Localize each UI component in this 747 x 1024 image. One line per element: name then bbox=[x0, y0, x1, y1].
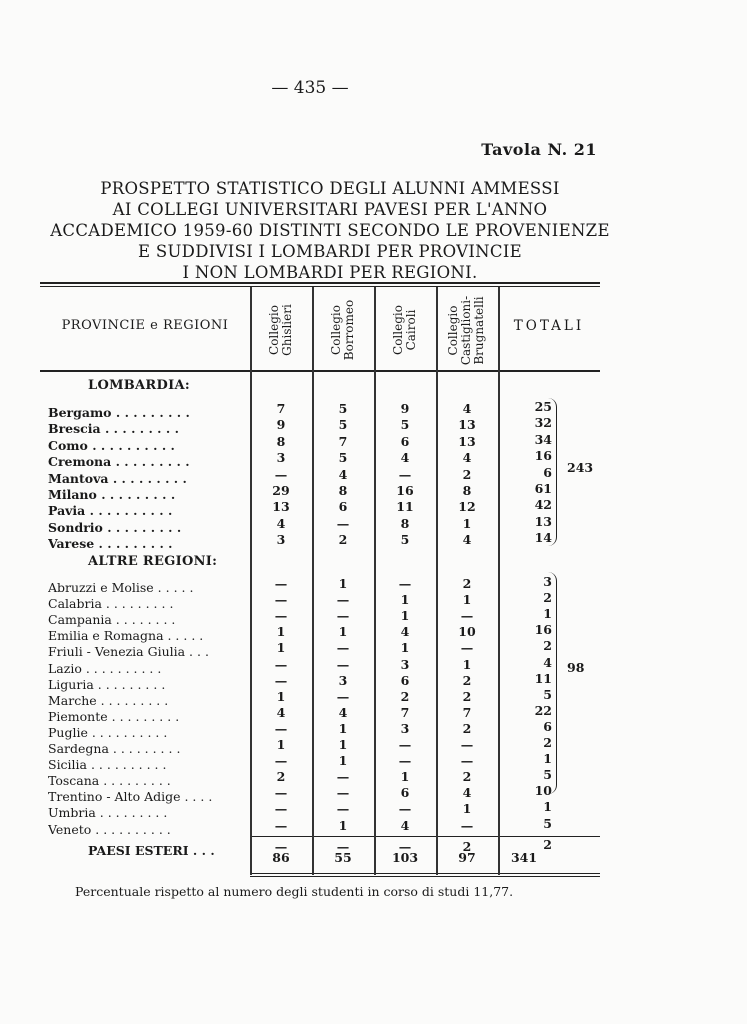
table-row bbox=[48, 530, 600, 552]
cell-value: 5 bbox=[338, 417, 348, 433]
cell-value: 4 bbox=[462, 401, 472, 416]
cell-value: — bbox=[460, 640, 474, 656]
title-line: ACCADEMICO 1959-60 DISTINTI SECONDO LE PROVENIENZE bbox=[50, 221, 610, 240]
cell-value: — bbox=[274, 838, 288, 854]
footnote: Percentuale rispetto al numero degli studenti in corso di studi 11,77. bbox=[75, 884, 514, 899]
group-total: 98 bbox=[567, 660, 585, 675]
row-label: Umbria . . . . . . . . . bbox=[48, 805, 168, 821]
table-bottom-rule bbox=[250, 873, 600, 874]
row-label: Brescia . . . . . . . . . bbox=[48, 421, 179, 437]
cell-value: 5 bbox=[400, 532, 410, 548]
header-provinces-regions: PROVINCIE e REGIONI bbox=[61, 318, 229, 333]
cell-value: — bbox=[336, 838, 350, 854]
cell-value: 2 bbox=[462, 688, 472, 704]
row-label: Lazio . . . . . . . . . . bbox=[48, 660, 162, 676]
cell-value: — bbox=[274, 801, 288, 817]
row-label: Sardegna . . . . . . . . . bbox=[48, 741, 181, 756]
cell-value: 4 bbox=[462, 785, 472, 801]
cell-value: — bbox=[336, 769, 350, 785]
cell-value: 4 bbox=[462, 532, 472, 548]
cell-value: 4 bbox=[462, 450, 472, 466]
cell-value: 1 bbox=[338, 753, 348, 769]
cell-value: — bbox=[460, 737, 474, 752]
cell-value: 6 bbox=[400, 672, 410, 688]
cell-value: — bbox=[336, 656, 350, 672]
row-label: Bergamo . . . . . . . . . bbox=[48, 405, 190, 420]
row-total: 6 bbox=[543, 464, 552, 480]
section-title: LOMBARDIA: bbox=[88, 378, 190, 393]
cell-value: 1 bbox=[338, 737, 348, 752]
cell-value: 8 bbox=[276, 433, 286, 449]
grand-total: 341 bbox=[510, 850, 538, 865]
cell-value: — bbox=[336, 592, 350, 608]
cell-value: 29 bbox=[272, 483, 290, 498]
title-line: PROSPETTO STATISTICO DEGLI ALUNNI AMMESSI bbox=[100, 179, 560, 198]
cell-value: 3 bbox=[276, 450, 286, 466]
row-label: Liguria . . . . . . . . . bbox=[48, 676, 166, 692]
cell-value: — bbox=[274, 753, 288, 769]
cell-value: 11 bbox=[396, 499, 414, 515]
row-total: 13 bbox=[534, 513, 552, 529]
cell-value: 1 bbox=[338, 576, 348, 591]
cell-value: 1 bbox=[276, 624, 286, 640]
cell-value: 8 bbox=[400, 515, 410, 531]
cell-value: — bbox=[460, 753, 474, 769]
cell-value: 5 bbox=[338, 450, 348, 466]
cell-value: — bbox=[274, 592, 288, 608]
row-total: 32 bbox=[534, 415, 552, 431]
cell-value: 1 bbox=[462, 801, 472, 817]
row-total: 3 bbox=[543, 574, 552, 589]
row-label: Sondrio . . . . . . . . . bbox=[48, 519, 182, 535]
cell-value: 8 bbox=[462, 483, 472, 498]
cell-value: 4 bbox=[276, 515, 286, 531]
cell-value: 7 bbox=[462, 704, 472, 720]
title-line: E SUDDIVISI I LOMBARDI PER PROVINCIE bbox=[137, 242, 522, 261]
row-total: 1 bbox=[543, 606, 552, 622]
row-label: Varese . . . . . . . . . bbox=[48, 536, 173, 552]
row-total: 25 bbox=[534, 399, 552, 414]
row-total: 2 bbox=[543, 638, 552, 654]
table-bottom-rule bbox=[250, 876, 600, 877]
cell-value: 3 bbox=[276, 532, 286, 548]
page-number: — 435 — bbox=[271, 78, 349, 98]
cell-value: — bbox=[460, 817, 474, 833]
cell-value: — bbox=[274, 608, 288, 624]
cell-value: 6 bbox=[338, 499, 348, 515]
cell-value: 1 bbox=[276, 640, 286, 656]
row-label: Friuli - Venezia Giulia . . . bbox=[48, 644, 209, 660]
cell-value: — bbox=[398, 838, 412, 854]
row-total: 6 bbox=[543, 718, 552, 734]
row-total: 42 bbox=[534, 497, 552, 513]
cell-value: 1 bbox=[462, 592, 472, 608]
cell-value: 2 bbox=[400, 688, 410, 704]
row-total: 5 bbox=[543, 767, 552, 783]
row-label: Puglie . . . . . . . . . . bbox=[48, 724, 168, 740]
row-total: 16 bbox=[534, 622, 552, 638]
cell-value: — bbox=[398, 801, 412, 817]
row-label: Mantova . . . . . . . . . bbox=[48, 470, 187, 486]
cell-value: 6 bbox=[400, 785, 410, 801]
cell-value: — bbox=[274, 817, 288, 833]
row-label: Toscana . . . . . . . . . bbox=[48, 773, 171, 789]
cell-value: — bbox=[398, 753, 412, 769]
row-total: 14 bbox=[534, 530, 552, 546]
row-total: 1 bbox=[543, 799, 552, 815]
cell-value: 2 bbox=[462, 576, 472, 591]
cell-value: — bbox=[336, 515, 350, 531]
cell-value: 16 bbox=[396, 483, 414, 498]
row-total: 1 bbox=[543, 751, 552, 767]
header-totals: TOTALI bbox=[513, 318, 585, 334]
cell-value: 4 bbox=[338, 466, 348, 482]
header-borromeo: Collegio Borromeo bbox=[328, 299, 356, 361]
title-line: AI COLLEGI UNIVERSITARI PAVESI PER L'ANNO bbox=[112, 200, 548, 219]
cell-value: — bbox=[274, 576, 288, 591]
row-total: 4 bbox=[543, 654, 552, 670]
cell-value: 1 bbox=[276, 737, 286, 752]
row-total: 10 bbox=[534, 783, 552, 799]
cell-value: 4 bbox=[400, 624, 410, 640]
cell-value: — bbox=[460, 608, 474, 624]
cell-value: — bbox=[336, 801, 350, 817]
cell-value: 12 bbox=[458, 499, 476, 515]
cell-value: 2 bbox=[462, 720, 472, 736]
cell-value: 13 bbox=[458, 433, 476, 449]
row-label: Piemonte . . . . . . . . . bbox=[48, 708, 180, 724]
cell-value: 4 bbox=[400, 450, 410, 466]
cell-value: 13 bbox=[458, 417, 476, 433]
cell-value: 4 bbox=[400, 817, 410, 833]
row-total: 16 bbox=[534, 448, 552, 464]
row-label: Milano . . . . . . . . . bbox=[48, 487, 176, 502]
header-castiglioni-brugnatelli: Collegio Castiglioni- Brugnatelli bbox=[446, 295, 487, 365]
cell-value: — bbox=[274, 656, 288, 672]
cell-value: 2 bbox=[338, 532, 348, 548]
section-title: ALTRE REGIONI: bbox=[88, 554, 218, 569]
cell-value: — bbox=[398, 576, 412, 591]
cell-value: 7 bbox=[338, 433, 348, 449]
cell-value: 1 bbox=[338, 817, 348, 833]
brace-icon bbox=[548, 572, 557, 794]
document-title bbox=[30, 178, 630, 283]
row-total: 22 bbox=[534, 702, 552, 718]
cell-value: 3 bbox=[338, 672, 348, 688]
row-total: 11 bbox=[534, 670, 552, 686]
cell-value: 1 bbox=[338, 720, 348, 736]
cell-value: 2 bbox=[462, 769, 472, 785]
cell-value: 2 bbox=[462, 466, 472, 482]
row-total: 2 bbox=[543, 836, 552, 852]
cell-value: — bbox=[336, 785, 350, 801]
cell-value: 4 bbox=[276, 704, 286, 720]
table-top-rule bbox=[40, 282, 600, 284]
row-label: Pavia . . . . . . . . . . bbox=[48, 503, 173, 519]
row-total: 2 bbox=[543, 590, 552, 606]
cell-value: 1 bbox=[462, 515, 472, 531]
cell-value: 1 bbox=[400, 769, 410, 785]
row-label: Veneto . . . . . . . . . . bbox=[48, 821, 171, 837]
cell-value: 10 bbox=[458, 624, 476, 640]
row-label: Calabria . . . . . . . . . bbox=[48, 596, 174, 612]
cell-value: — bbox=[274, 720, 288, 736]
row-label: Campania . . . . . . . . bbox=[48, 612, 176, 628]
cell-value: 2 bbox=[276, 769, 286, 785]
cell-value: — bbox=[274, 785, 288, 801]
header-ghislieri: Collegio Ghislieri bbox=[266, 304, 294, 356]
cell-value: 4 bbox=[338, 704, 348, 720]
title-line: I NON LOMBARDI PER REGIONI. bbox=[182, 263, 478, 282]
total-cairoli: 103 bbox=[391, 850, 419, 865]
cell-value: 1 bbox=[338, 624, 348, 640]
cell-value: 3 bbox=[400, 656, 410, 672]
cell-value: 3 bbox=[400, 720, 410, 736]
cell-value: 5 bbox=[400, 417, 410, 433]
row-total: 2 bbox=[543, 735, 552, 750]
cell-value: 8 bbox=[338, 483, 348, 498]
row-label: Abruzzi e Molise . . . . . bbox=[48, 580, 194, 595]
cell-value: — bbox=[336, 608, 350, 624]
header-cairoli: Collegio Cairoli bbox=[391, 305, 418, 355]
cell-value: — bbox=[274, 672, 288, 688]
row-total: 5 bbox=[543, 815, 552, 831]
row-label: Emilia e Romagna . . . . . bbox=[48, 628, 204, 644]
group-total: 243 bbox=[567, 460, 594, 475]
cell-value: — bbox=[398, 466, 412, 482]
cell-value: 1 bbox=[462, 656, 472, 672]
cell-value: 1 bbox=[400, 592, 410, 608]
row-total: 61 bbox=[534, 481, 552, 496]
cell-value: 9 bbox=[276, 417, 286, 433]
cell-value: — bbox=[398, 737, 412, 752]
cell-value: 1 bbox=[276, 688, 286, 704]
cell-value: 6 bbox=[400, 433, 410, 449]
cell-value: 1 bbox=[400, 640, 410, 656]
row-label: Sicilia . . . . . . . . . . bbox=[48, 757, 167, 773]
cell-value: — bbox=[274, 466, 288, 482]
cell-value: — bbox=[336, 688, 350, 704]
header-rule bbox=[40, 370, 600, 372]
row-label: Marche . . . . . . . . . bbox=[48, 692, 169, 708]
total-ghislieri: 86 bbox=[272, 850, 290, 865]
table-top-rule bbox=[40, 286, 600, 287]
cell-value: 5 bbox=[338, 401, 348, 416]
row-label: Como . . . . . . . . . . bbox=[48, 437, 175, 453]
table-label: Tavola N. 21 bbox=[481, 140, 597, 159]
cell-value: 13 bbox=[272, 499, 290, 515]
cell-value: 2 bbox=[462, 838, 472, 854]
row-label: PAESI ESTERI . . . bbox=[88, 842, 215, 858]
cell-value: 9 bbox=[400, 401, 410, 416]
table-row bbox=[48, 815, 600, 838]
row-label: Cremona . . . . . . . . . bbox=[48, 454, 190, 470]
total-borromeo: 55 bbox=[334, 850, 352, 865]
cell-value: 7 bbox=[400, 704, 410, 720]
row-label: Trentino - Alto Adige . . . . bbox=[48, 789, 213, 805]
cell-value: 7 bbox=[276, 401, 286, 416]
row-total: 5 bbox=[543, 686, 552, 702]
brace-icon bbox=[548, 398, 557, 546]
cell-value: 1 bbox=[400, 608, 410, 624]
total-castiglioni: 97 bbox=[458, 850, 476, 865]
cell-value: 2 bbox=[462, 672, 472, 688]
cell-value: — bbox=[336, 640, 350, 656]
row-total: 34 bbox=[534, 431, 552, 447]
